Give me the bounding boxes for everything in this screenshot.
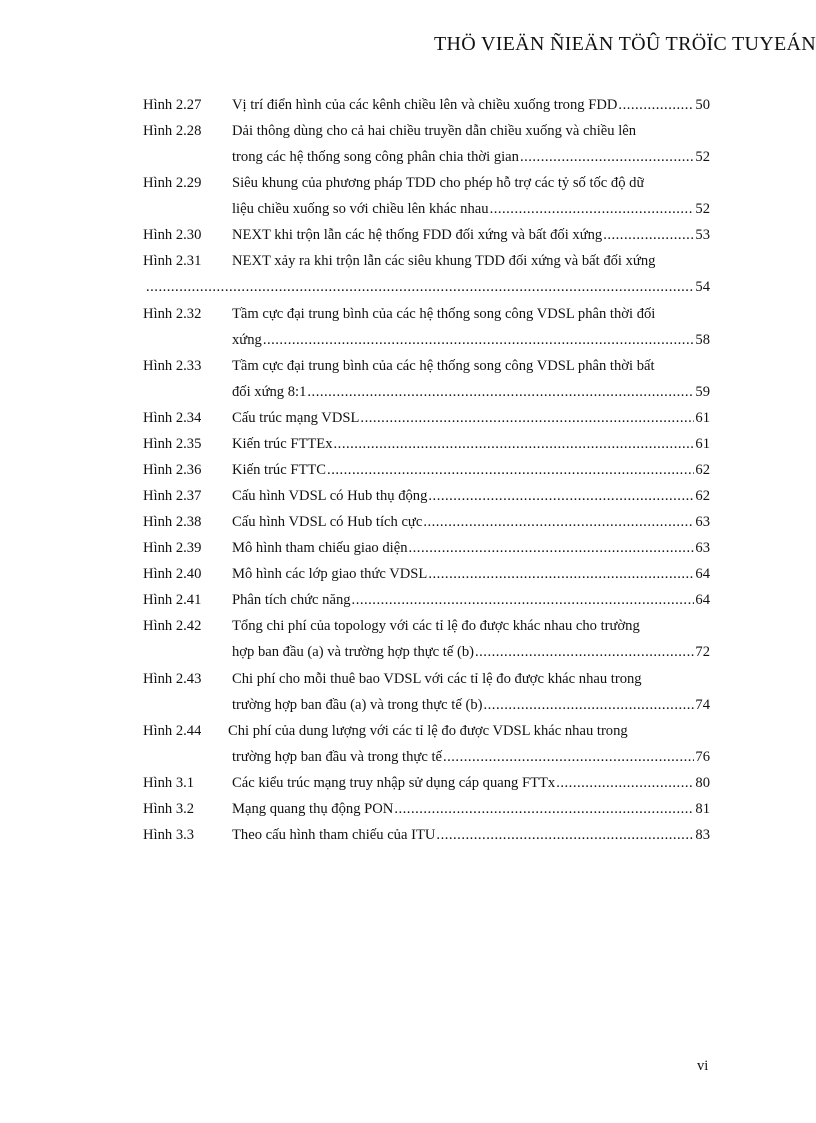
figure-label: Hình 2.39: [143, 540, 202, 556]
entry-caption: Tầm cực đại trung bình của các hệ thống song công VDSL phân thời đối: [232, 306, 656, 322]
entry-page-number: 72: [695, 644, 710, 660]
entry-caption: trong các hệ thống song công phân chia thời gian: [232, 149, 519, 165]
entry-page-number: 74: [695, 697, 710, 713]
entry-caption: Kiến trúc FTTC: [232, 462, 327, 478]
entry-page-number: 61: [695, 436, 710, 452]
entry-page-number: 53: [695, 227, 710, 243]
entry-caption: Mạng quang thụ động PON: [232, 801, 394, 817]
figure-label: Hình 2.33: [143, 358, 202, 374]
toc-entry-text-line: [232, 174, 644, 192]
entry-caption: Mô hình tham chiếu giao diện: [232, 540, 408, 556]
dot-leader: [618, 96, 694, 114]
figure-label: Hình 2.41: [143, 592, 202, 608]
toc-entry-line: [232, 643, 710, 661]
figure-label: Hình 2.44: [143, 723, 202, 739]
dot-leader: [428, 487, 694, 505]
dot-leader: [334, 435, 695, 453]
dot-leader: [409, 539, 695, 557]
toc-entry-line: [232, 513, 710, 531]
toc-entry-line: [232, 539, 710, 557]
toc-entry-text-line: [232, 670, 642, 688]
entry-page-number: 83: [695, 827, 710, 843]
dot-leader: [556, 774, 694, 792]
toc-entry-line: [232, 774, 710, 792]
figure-label: Hình 2.29: [143, 175, 202, 191]
page-number: vi: [697, 1058, 709, 1074]
toc-entry-line: [232, 565, 710, 583]
toc-entry-line: [232, 826, 710, 844]
figure-label: Hình 2.30: [143, 227, 202, 243]
figure-label: Hình 3.1: [143, 775, 195, 791]
toc-entry-text-line: [232, 305, 655, 323]
toc-entry-text-line: [232, 252, 655, 270]
entry-caption: NEXT khi trộn lẫn các hệ thống FDD đối xứng và bất đối xứng: [232, 227, 603, 243]
entry-page-number: 62: [695, 488, 710, 504]
dot-leader: [146, 278, 694, 296]
toc-entry-line: [232, 409, 710, 427]
entry-caption: Kiến trúc FTTEx: [232, 436, 333, 452]
toc-entry-line: [232, 800, 710, 818]
figure-label: Hình 3.3: [143, 827, 195, 843]
entry-caption: liệu chiều xuống so với chiều lên khác nhau: [232, 201, 489, 217]
dot-leader: [484, 696, 695, 714]
entry-page-number: 63: [695, 540, 710, 556]
figure-label: Hình 2.32: [143, 306, 202, 322]
toc-entry-text-line: [228, 722, 628, 740]
figure-label: Hình 2.37: [143, 488, 202, 504]
entry-page-number: 59: [695, 384, 710, 400]
entry-page-number: 54: [695, 279, 710, 295]
entry-page-number: 63: [695, 514, 710, 530]
entry-caption: Tầm cực đại trung bình của các hệ thống song công VDSL phân thời bất: [232, 358, 655, 374]
dot-leader: [436, 826, 694, 844]
toc-entry-line: [232, 487, 710, 505]
figure-label: Hình 2.38: [143, 514, 202, 530]
entry-caption: Cấu hình VDSL có Hub thụ động: [232, 488, 428, 504]
entry-page-number: 58: [695, 332, 710, 348]
entry-page-number: 52: [695, 149, 710, 165]
dot-leader: [443, 748, 694, 766]
entry-caption: Các kiểu trúc mạng truy nhập sử dụng cáp quang FTTx: [232, 775, 556, 791]
entry-caption: Cấu hình VDSL có Hub tích cực: [232, 514, 423, 530]
entry-caption: Cấu trúc mạng VDSL: [232, 410, 360, 426]
entry-caption: Vị trí điển hình của các kênh chiều lên và chiều xuống trong FDD: [232, 97, 618, 113]
entry-caption: trường hợp ban đầu và trong thực tế: [232, 749, 442, 765]
entry-caption: xứng: [232, 332, 262, 348]
dot-leader: [307, 383, 694, 401]
figure-label: Hình 2.27: [143, 97, 202, 113]
dot-leader: [475, 643, 694, 661]
toc-entry-text-line: [232, 122, 636, 140]
figure-label: Hình 2.42: [143, 618, 202, 634]
dot-leader: [352, 591, 695, 609]
toc-entry-line: [232, 435, 710, 453]
entry-page-number: 50: [695, 97, 710, 113]
entry-page-number: 61: [695, 410, 710, 426]
toc-entry-line: [232, 461, 710, 479]
entry-caption: trường hợp ban đầu (a) và trong thực tế (b): [232, 697, 483, 713]
dot-leader: [490, 200, 695, 218]
figure-label: Hình 2.28: [143, 123, 202, 139]
entry-caption: Mô hình các lớp giao thức VDSL: [232, 566, 428, 582]
dot-leader: [423, 513, 694, 531]
entry-caption: NEXT xảy ra khi trộn lẫn các siêu khung TDD đối xứng và bất đối xứng: [232, 253, 656, 269]
toc-entry-line: [232, 96, 710, 114]
toc-entry-line: [232, 383, 710, 401]
dot-leader: [428, 565, 694, 583]
entry-page-number: 76: [695, 749, 710, 765]
figure-label: Hình 2.34: [143, 410, 202, 426]
entry-caption: Siêu khung của phương pháp TDD cho phép hỗ trợ các tỷ số tốc độ dữ: [232, 175, 645, 191]
toc-entry-line: [232, 331, 710, 349]
entry-page-number: 80: [695, 775, 710, 791]
toc-entry-line: [232, 226, 710, 244]
figure-label: Hình 2.31: [143, 253, 202, 269]
entry-page-number: 64: [695, 566, 710, 582]
dot-leader: [360, 409, 694, 427]
entry-caption: Chi phí cho mỗi thuê bao VDSL với các tỉ lệ đo được khác nhau trong: [232, 671, 642, 687]
entry-page-number: 52: [695, 201, 710, 217]
dot-leader: [603, 226, 694, 244]
toc-entry-line: [232, 148, 710, 166]
entry-page-number: 62: [695, 462, 710, 478]
entry-page-number: 64: [695, 592, 710, 608]
dot-leader: [327, 461, 694, 479]
figure-label: Hình 2.43: [143, 671, 202, 687]
toc-entry-line: [232, 591, 710, 609]
entry-caption: Theo cấu hình tham chiếu của ITU: [232, 827, 436, 843]
figure-label: Hình 2.35: [143, 436, 202, 452]
entry-caption: Tổng chi phí của topology với các tỉ lệ đo được khác nhau cho trường: [232, 618, 640, 634]
figure-label: Hình 2.36: [143, 462, 202, 478]
dot-leader: [520, 148, 694, 166]
toc-entry-text-line: [232, 357, 655, 375]
entry-caption: Phân tích chức năng: [232, 592, 351, 608]
entry-page-number: 81: [695, 801, 710, 817]
toc-entry-line: [232, 200, 710, 218]
library-header: THÖ VIEÄN ÑIEÄN TÖÛ TRÖÏC TUYEÁN: [434, 33, 816, 55]
entry-caption: Dải thông dùng cho cả hai chiều truyền dẫn chiều xuống và chiều lên: [232, 123, 637, 139]
toc-entry-text-line: [232, 617, 640, 635]
entry-caption: Chi phí của dung lượng với các tỉ lệ đo được VDSL khác nhau trong: [228, 723, 628, 739]
dot-leader: [394, 800, 694, 818]
toc-entry-line: [232, 696, 710, 714]
entry-caption: đối xứng 8:1: [232, 384, 307, 400]
toc-entry-line: [145, 278, 710, 296]
figure-label: Hình 3.2: [143, 801, 195, 817]
dot-leader: [263, 331, 695, 349]
entry-caption: hợp ban đầu (a) và trường hợp thực tế (b): [232, 644, 474, 660]
figure-label: Hình 2.40: [143, 566, 202, 582]
toc-entry-line: [232, 748, 710, 766]
